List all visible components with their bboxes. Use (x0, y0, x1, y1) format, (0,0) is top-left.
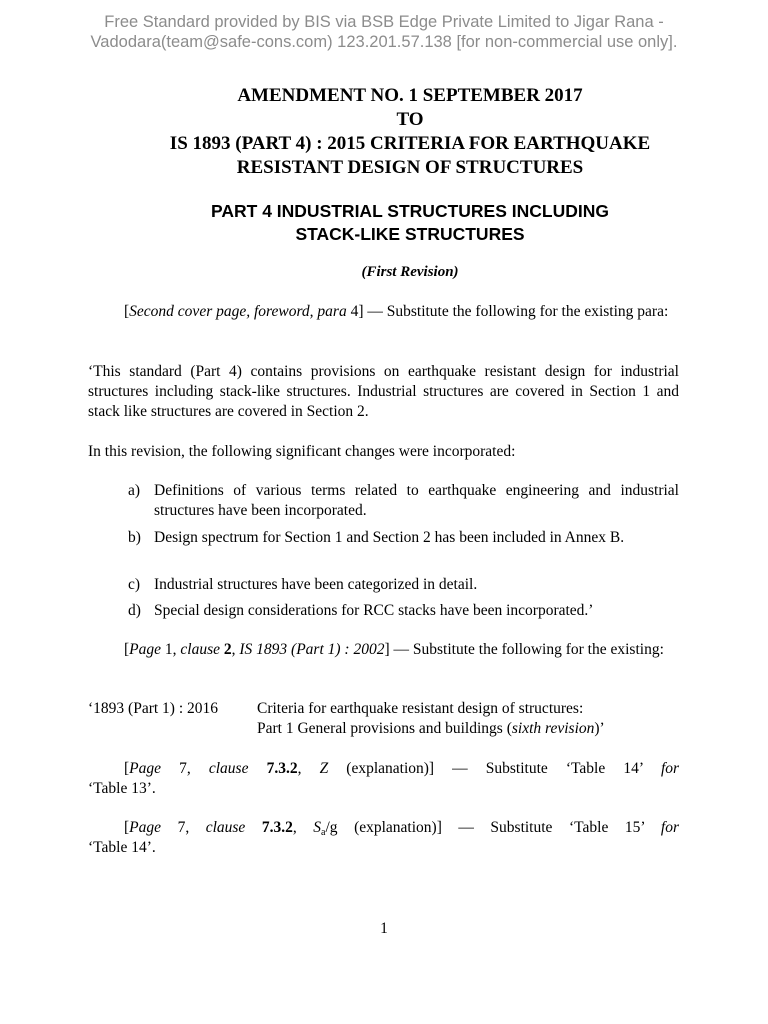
amendment-1 (88, 302, 679, 322)
amendment-1-ref: Second cover page, foreword, para (129, 303, 347, 320)
amendment-3-for: for (660, 760, 680, 777)
standard-title-line-1: IS 1893 (PART 4) : 2015 CRITERIA FOR EARTHQUAKE (169, 133, 651, 154)
part-title-line-2: STACK-LIKE STRUCTURES (295, 224, 525, 244)
amendment-1-num: 4 (346, 303, 359, 320)
amendment-2-page-word: Page (129, 641, 162, 658)
amendment-3-comma: , (297, 760, 320, 777)
amendment-3-line-1 (88, 759, 679, 779)
list-text: Definitions of various terms related to earthquake engineering and industrial structures have been incorporated. (154, 482, 679, 519)
watermark (0, 12, 768, 52)
reference-description-line-1: Criteria for earthquake resistant design of structures: (257, 700, 584, 717)
amendment-4-page-word: Page (129, 819, 162, 836)
reference-description-line-2-start: Part 1 General provisions and buildings ( (257, 720, 512, 737)
changes-intro: In this revision, the following significant changes were incorporated: (88, 443, 516, 460)
amendment-3-symbol: Z (319, 760, 329, 777)
reference-standard: ‘1893 (Part 1) : 2016 (88, 700, 219, 717)
amendment-2-clause-num: 2 (220, 641, 232, 658)
reference-description-line-2-end: )’ (594, 720, 605, 737)
amendment-2 (88, 640, 679, 660)
watermark-line-2: Vadodara(team@safe-cons.com) 123.201.57.138 [for non-commercial use only]. (90, 33, 678, 51)
list-item (128, 601, 679, 621)
amendment-4-symbol-tail: /g (325, 819, 338, 836)
amendment-3-page-num: 7, (161, 760, 209, 777)
watermark-line-1: Free Standard provided by BIS via BSB Edge Private Limited to Jigar Rana - (104, 13, 664, 31)
amendment-to: TO (396, 109, 424, 130)
amendment-4-symbol-sub: a (321, 827, 326, 838)
amendment-2-standard: IS 1893 (Part 1) : 2002 (239, 641, 385, 658)
list-item (128, 528, 679, 548)
amendment-4-line-2: ‘Table 14’. (88, 839, 156, 856)
quoted-paragraph: ‘This standard (Part 4) contains provisions on earthquake resistant design for industrial structures including stack-like structures. Industrial structures are covered in Section 1 and stack like structures are covered in Section 2. (88, 363, 679, 420)
list-label: d) (128, 602, 141, 619)
amendment-3-page-word: Page (129, 760, 162, 777)
amendment-4-comma: , (292, 819, 314, 836)
list-label: a) (128, 482, 141, 499)
list-item (128, 481, 679, 521)
reference-revision: sixth revision (511, 720, 595, 737)
amendment-3-clause-num: 7.3.2 (248, 760, 298, 777)
amendment-4-line-1 (88, 818, 679, 838)
amendment-4-page-num: 7, (161, 819, 206, 836)
amendment-1-text: ] — Substitute the following for the existing para: (358, 303, 669, 320)
list-label: c) (128, 576, 141, 593)
amendment-1-open: [ (124, 303, 130, 320)
amendment-3-open: [ (124, 760, 130, 777)
list-text: Industrial structures have been categorized in detail. (154, 576, 478, 593)
amendment-4-text: (explanation)] — Substitute ‘Table 15’ (337, 819, 661, 836)
standard-title-line-2: RESISTANT DESIGN OF STRUCTURES (236, 157, 584, 178)
amendment-4-clause-num: 7.3.2 (245, 819, 293, 836)
amendment-4-symbol: S (313, 819, 322, 836)
list-item (128, 575, 679, 595)
part-title-line-1: PART 4 INDUSTRIAL STRUCTURES INCLUDING (211, 201, 609, 221)
amendment-2-clause-word: clause (180, 641, 221, 658)
page-number: 1 (380, 920, 388, 937)
amendment-3-clause-word: clause (208, 760, 249, 777)
amendment-2-comma: , (231, 641, 240, 658)
revision-note: (First Revision) (361, 264, 459, 280)
amendment-2-page-num: 1, (161, 641, 181, 658)
amendment-3-text: (explanation)] — Substitute ‘Table 14’ (328, 760, 661, 777)
list-text: Special design considerations for RCC stacks have been incorporated.’ (154, 602, 594, 619)
amendment-4-for: for (660, 819, 679, 836)
amendment-2-text: ] — Substitute the following for the existing: (384, 641, 664, 658)
amendment-3-line-2: ‘Table 13’. (88, 780, 156, 797)
reference-description (257, 699, 697, 739)
amendment-4-open: [ (124, 819, 130, 836)
amendment-title: AMENDMENT NO. 1 SEPTEMBER 2017 (237, 85, 583, 106)
list-text: Design spectrum for Section 1 and Section 2 has been included in Annex B. (154, 529, 625, 546)
list-label: b) (128, 529, 141, 546)
amendment-4-clause-word: clause (205, 819, 246, 836)
amendment-2-open: [ (124, 641, 130, 658)
